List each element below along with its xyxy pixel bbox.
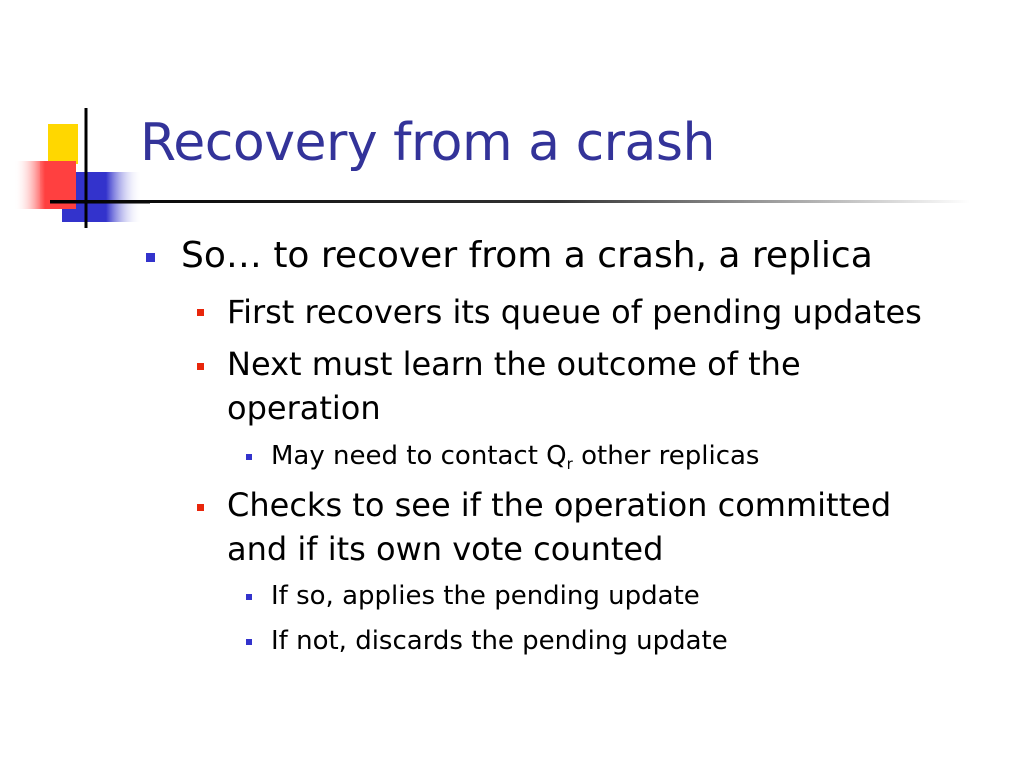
bullet-text: So… to recover from a crash, a replica: [181, 235, 873, 276]
bullet-item: [146, 234, 873, 278]
title-rule: [50, 200, 970, 203]
bullet-text: If so, applies the pending update: [271, 581, 700, 611]
ornament-yellow-square: [48, 124, 78, 164]
bullet-text-line: operation: [227, 389, 381, 427]
bullet-item: [246, 580, 700, 612]
bullet-item: [246, 625, 728, 657]
bullet-square-icon: [246, 639, 252, 645]
bullet-item: [197, 483, 891, 571]
bullet-square-icon: [197, 309, 204, 316]
bullet-item: [197, 342, 801, 430]
bullet-text-line: Next must learn the outcome of the: [227, 345, 801, 383]
bullet-text: First recovers its queue of pending updates: [227, 293, 922, 331]
bullet-text: If not, discards the pending update: [271, 626, 728, 656]
bullet-text-after: other replicas: [572, 441, 760, 471]
bullet-square-icon: [197, 504, 204, 511]
bullet-square-icon: [246, 454, 252, 460]
bullet-item: [197, 290, 922, 334]
bullet-subscript: r: [566, 455, 573, 473]
bullet-text-before: May need to contact Q: [271, 441, 567, 471]
bullet-square-icon: [146, 253, 155, 262]
bullet-text-line: Checks to see if the operation committed: [227, 486, 892, 524]
bullet-text-line: and if its own vote counted: [227, 530, 664, 568]
bullet-item: [246, 440, 759, 472]
corner-ornament-icon: [0, 0, 150, 240]
bullet-text: [271, 440, 759, 472]
bullet-square-icon: [197, 363, 204, 370]
bullet-square-icon: [246, 594, 252, 600]
page-title: Recovery from a crash: [140, 113, 715, 173]
